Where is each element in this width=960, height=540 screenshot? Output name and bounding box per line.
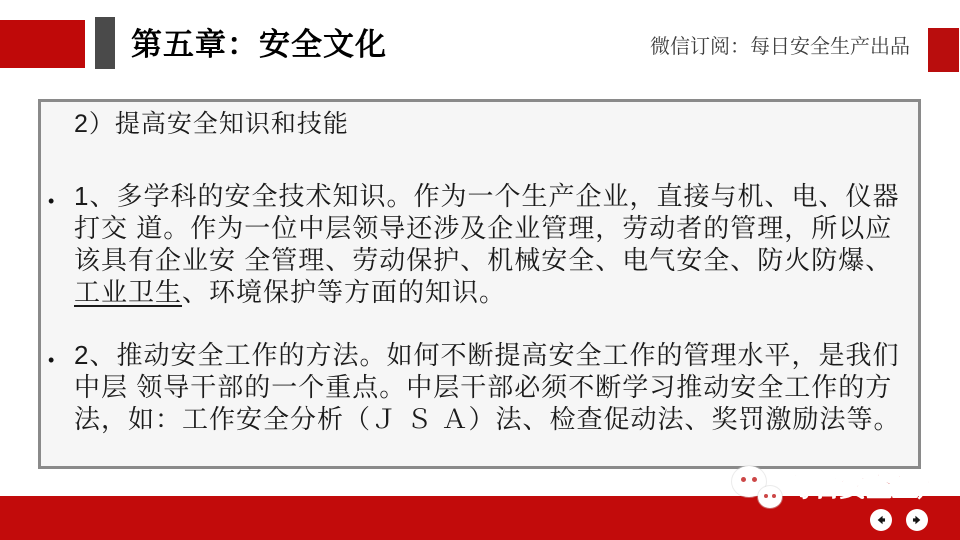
wechat-bubbles-icon [730, 464, 790, 514]
paragraph-1 [48, 180, 918, 308]
content-box [38, 99, 921, 469]
text-line: 该具有企业安 全管理、劳动保护、机械安全、电气安全、防火防爆、 [74, 245, 893, 275]
arrow-right-icon [910, 513, 924, 527]
text-line: 中层 领导干部的一个重点。中层干部必须不断学习推动安全工作的方 [74, 372, 893, 402]
header-red-block [0, 20, 85, 68]
paragraph-2 [48, 339, 918, 435]
brand-name: 每日安全生产 [788, 472, 945, 502]
text-line: 1、多学科的安全技术知识。作为一个生产企业，直接与机、电、仪器 [74, 181, 900, 211]
text-line-rest: 、环境保护等方面的知识。 [182, 277, 507, 307]
section-heading: 2）提高安全知识和技能 [74, 110, 349, 138]
text-line: 法，如：工作安全分析（Ｊ Ｓ Ａ）法、检查促动法、奖罚激励法等。 [74, 404, 901, 434]
brand-logo [730, 464, 945, 516]
chapter-title: 第五章：安全文化 [131, 27, 387, 62]
bullet-marker: • [48, 350, 56, 370]
arrow-left-icon [874, 513, 888, 527]
header-gray-tab [95, 17, 115, 69]
next-slide-button[interactable] [906, 509, 928, 531]
text-line [74, 276, 918, 308]
text-line: 打交 道。作为一位中层领导还涉及企业管理，劳动者的管理，所以应 [74, 213, 893, 243]
header-red-block-right [928, 28, 959, 72]
subscription-text: 微信订阅：每日安全生产出品 [650, 36, 910, 58]
prev-slide-button[interactable] [870, 509, 892, 531]
underlined-text: 工业卫生 [74, 277, 183, 307]
text-line: 2、推动安全工作的方法。如何不断提高安全工作的管理水平，是我们 [74, 340, 900, 370]
chat-bubble-small [758, 486, 782, 508]
bullet-marker: • [48, 191, 56, 211]
